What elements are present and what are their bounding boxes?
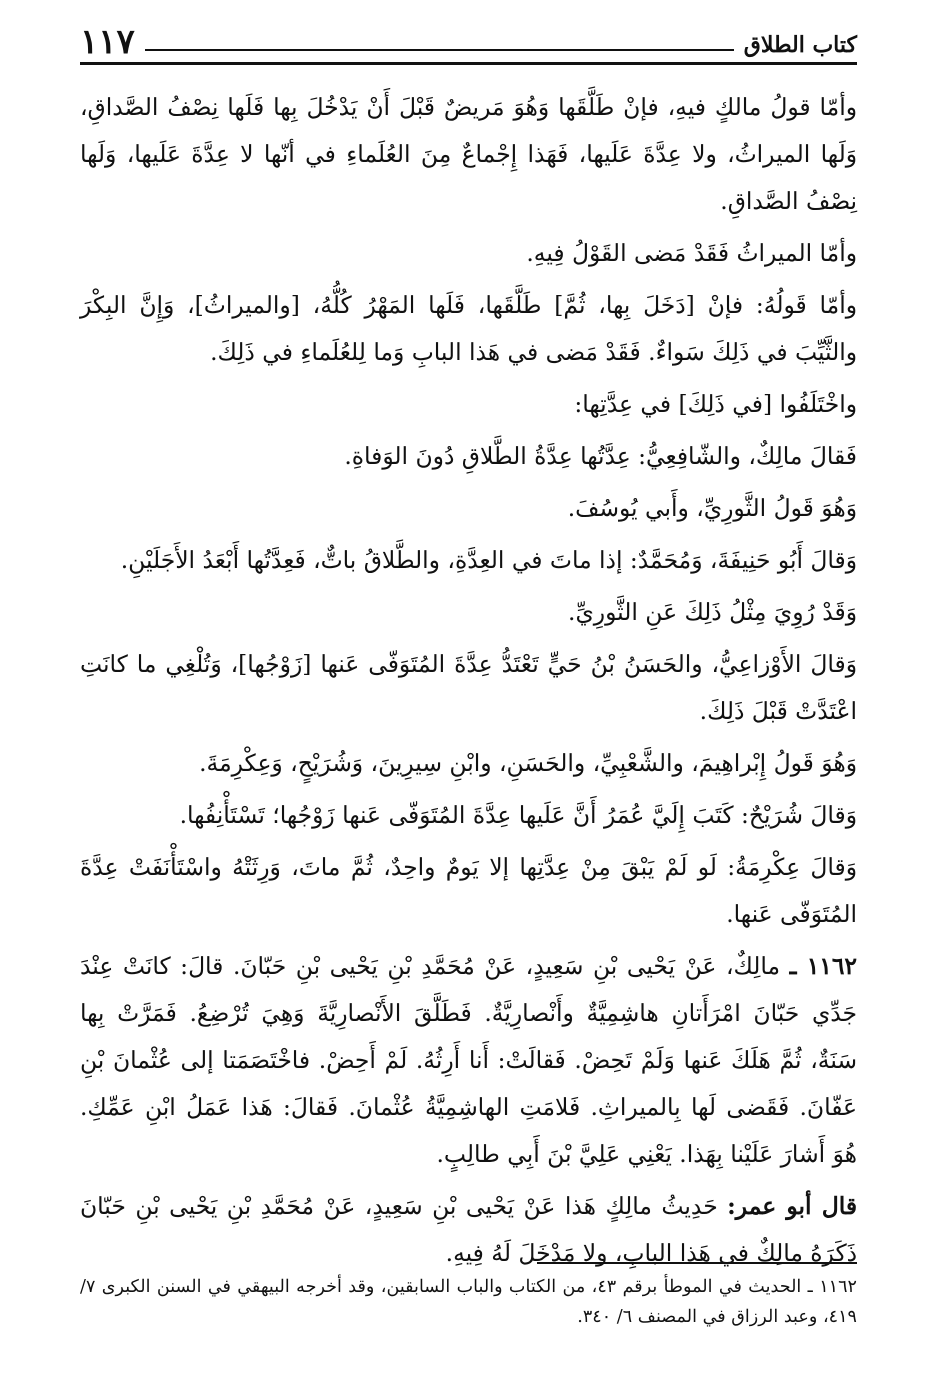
paragraph: [80, 433, 857, 480]
speaker-label: قال أبو عمر:: [727, 1192, 858, 1220]
header-divider: [80, 62, 857, 65]
paragraph: [80, 641, 857, 735]
page-number: ١١٧: [80, 22, 135, 62]
paragraph-text: حَدِيثُ مالِكٍ هَذا عَنْ يَحْيى بْنِ سَعِيدٍ، عَنْ مُحَمَّدِ بْنِ يَحْيى بْنِ حَبّانَ ذَكَرَهُ مالِكٌ في هَذا البابِ، ولا مَدْخَلَ لَهُ فِيهِ.: [80, 1192, 857, 1267]
paragraph: [80, 485, 857, 532]
paragraph-text: وأمّا الميراثُ فَقَدْ مَضى القَوْلُ فِيهِ.: [526, 239, 857, 267]
paragraph-text: مالِكٌ، عَنْ يَحْيى بْنِ سَعِيدٍ، عَنْ مُحَمَّدِ بْنِ يَحْيى بْنِ حَبّانَ. قالَ: كانَتْ عِنْدَ جَدِّي حَبّانَ امْرَأَتانِ هاشِمِيَّةٌ وأَنْصارِيَّةٌ. فَطَلَّقَ الأَنْصارِيَّةَ وَهِيَ تُرْضِعُ. فَمَرَّتْ بِها سَنَةٌ، ثُمَّ هَلَكَ عَنها وَلَمْ تَحِضْ. فَقالَتْ: أَنا أَرِثُهُ. لَمْ أَحِضْ. فاخْتَصَمَتا إلى عُثْمانَ بْنِ عَفّانَ. فَقَضى لَها بِالميراثِ. فَلامَتِ الهاشِمِيَّةُ عُثْمانَ. فَقالَ: هَذا عَمَلُ ابْنِ عَمِّكِ. هُوَ أَشارَ عَلَيْنا بِهَذا. يَعْنِي عَلِيَّ بْنَ أَبِي طالِبٍ.: [80, 952, 857, 1168]
running-title: كتاب الطلاق: [743, 32, 857, 58]
paragraph-text: وَقالَ أَبُو حَنِيفَةَ، وَمُحَمَّدٌ: إذا ماتَ في العِدَّةِ، والطَّلاقُ باتٌّ، فَعِدَّتُها أَبْعَدُ الأَجَلَيْنِ.: [120, 546, 857, 574]
paragraph: [80, 589, 857, 636]
paragraph-text: وَهُوَ قَولُ إِبْراهِيمَ، والشَّعْبِيِّ، والحَسَنِ، وابْنِ سِيرِينَ، وَشُرَيْحٍ، وَعِكْرِمَةَ.: [199, 749, 857, 777]
paragraph-text: وأمّا قَولُهُ: فإنْ [دَخَلَ بِها، ثُمَّ] طَلَّقَها، فَلَها المَهْرُ كُلُّهُ، [والميراثُ]، وَإِنَّ البِكْرَ والثَّيِّبَ في ذَلِكَ سَواءٌ. فَقَدْ مَضى في هَذا البابِ وَما لِلعُلَماءِ في ذَلِكَ.: [80, 291, 857, 366]
paragraph: [80, 740, 857, 787]
paragraph: [80, 84, 857, 225]
paragraph-text: وَهُوَ قَولُ الثَّورِيِّ، وأَبي يُوسُفَ.: [567, 494, 857, 522]
page-header: [80, 24, 857, 60]
paragraph: [80, 537, 857, 584]
paragraph-text: وأمّا قولُ مالكٍ فيهِ، فإنْ طَلَّقَها وَهُوَ مَريضٌ قَبْلَ أَنْ يَدْخُلَ بِها فَلَها نِصْفُ الصَّداقِ، وَلَها الميراثُ، ولا عِدَّةَ عَلَيها، فَهَذا إِجْماعٌ مِنَ العُلَماءِ في أنّها لا عِدَّةَ عَلَيها، وَلَها نِصْفُ الصَّداقِ.: [80, 93, 857, 215]
paragraph-text: وَقالَ شُرَيْحٌ: كَتَبَ إِلَيَّ عُمَرُ أَنَّ عَلَيها عِدَّةَ المُتَوَفّى عَنها زَوْجُها؛ تَسْتَأْنِفُها.: [179, 801, 857, 829]
footnote: ١١٦٢ ـ الحديث في الموطأ برقم ٤٣، من الكتاب والباب السابقين، وقد أخرجه البيهقي في السنن الكبرى ٧/ ٤١٩، وعبد الرزاق في المصنف ٦/ ٣٤٠.: [80, 1277, 857, 1327]
paragraph-text: وَقَدْ رُوِيَ مِثْلُ ذَلِكَ عَنِ الثَّورِيِّ.: [568, 598, 857, 626]
footnote-divider: [537, 1262, 857, 1264]
hadith-paragraph: [80, 943, 857, 1178]
paragraph: [80, 844, 857, 938]
main-text: [80, 84, 857, 1282]
header-rule: [145, 49, 734, 51]
paragraph: [80, 282, 857, 376]
paragraph: [80, 230, 857, 277]
hadith-number: ١١٦٢ ـ: [789, 952, 857, 980]
paragraph-text: وَقالَ عِكْرِمَةُ: لَو لَمْ يَبْقَ مِنْ عِدَّتِها إلا يَومٌ واحِدٌ، ثُمَّ ماتَ، وَرِثَتْهُ واسْتَأْنَفَتْ عِدَّةَ المُتَوَفّى عَنها.: [80, 853, 857, 928]
paragraph-text: فَقالَ مالِكٌ، والشّافِعِيُّ: عِدَّتُها عِدَّةُ الطَّلاقِ دُونَ الوَفاةِ.: [344, 442, 857, 470]
paragraph: [80, 381, 857, 428]
paragraph-text: واخْتَلَفُوا [في ذَلِكَ] في عِدَّتِها:: [574, 390, 857, 418]
paragraph-text: وَقالَ الأَوْزاعِيُّ، والحَسَنُ بْنُ حَيٍّ تَعْتَدُّ عِدَّةَ المُتَوَفّى عَنها [زَوْجُها]، وَتُلْغِي ما كانَتِ اعْتَدَّتْ قَبْلَ ذَلِكَ.: [80, 650, 857, 725]
paragraph: [80, 792, 857, 839]
